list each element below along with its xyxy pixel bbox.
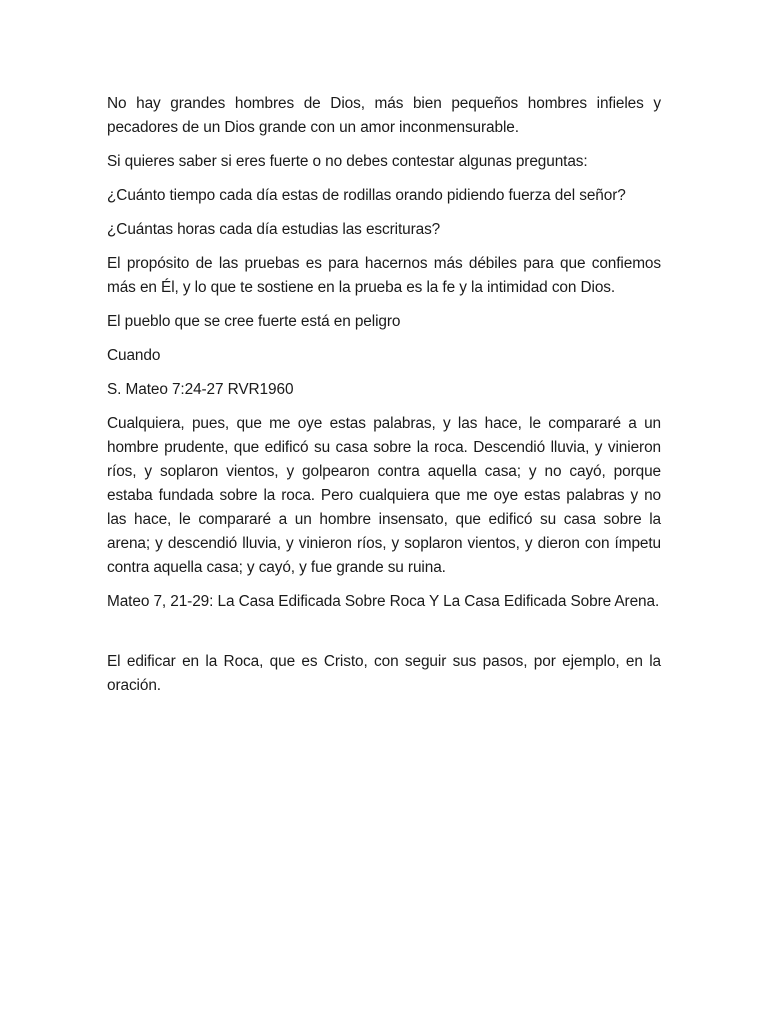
paragraph-people-danger: El pueblo que se cree fuerte está en peligro — [107, 313, 401, 330]
paragraph-scripture-heading: Mateo 7, 21-29: La Casa Edificada Sobre Roca Y La Casa Edificada Sobre Arena. — [107, 593, 660, 610]
paragraph-question-study: ¿Cuántas horas cada día estudias las escrituras? — [107, 221, 441, 238]
paragraph-scripture-reference: S. Mateo 7:24-27 RVR1960 — [107, 381, 294, 398]
paragraph-cuando: Cuando — [107, 347, 161, 364]
paragraph-question-prayer: ¿Cuánto tiempo cada día estas de rodillas orando pidiendo fuerza del señor? — [107, 187, 626, 204]
paragraph-conclusion: El edificar en la Roca, que es Cristo, con seguir sus pasos, por ejemplo, en la oración. — [107, 653, 661, 694]
paragraph-trials-purpose: El propósito de las pruebas es para hacernos más débiles para que confiemos más en Él, y lo que te sostiene en la prueba es la fe y la intimidad con Dios. — [107, 255, 661, 296]
document-body — [107, 92, 661, 708]
paragraph-question-prompt: Si quieres saber si eres fuerte o no debes contestar algunas preguntas: — [107, 153, 588, 170]
paragraph-intro: No hay grandes hombres de Dios, más bien pequeños hombres infieles y pecadores de un Dios grande con un amor inconmensurable. — [107, 95, 661, 136]
paragraph-scripture-text: Cualquiera, pues, que me oye estas palabras, y las hace, le compararé a un hombre prudente, que edificó su casa sobre la roca. Descendió lluvia, y vinieron ríos, y soplaron vientos, y golpearon contra aquella casa; y no cayó, porque estaba fundada sobre la roca. Pero cualquiera que me oye estas palabras y no las hace, le compararé a un hombre insensato, que edificó su casa sobre la arena; y descendió lluvia, y vinieron ríos, y soplaron vientos, y dieron con ímpetu contra aquella casa; y cayó, y fue grande su ruina. — [107, 415, 661, 576]
